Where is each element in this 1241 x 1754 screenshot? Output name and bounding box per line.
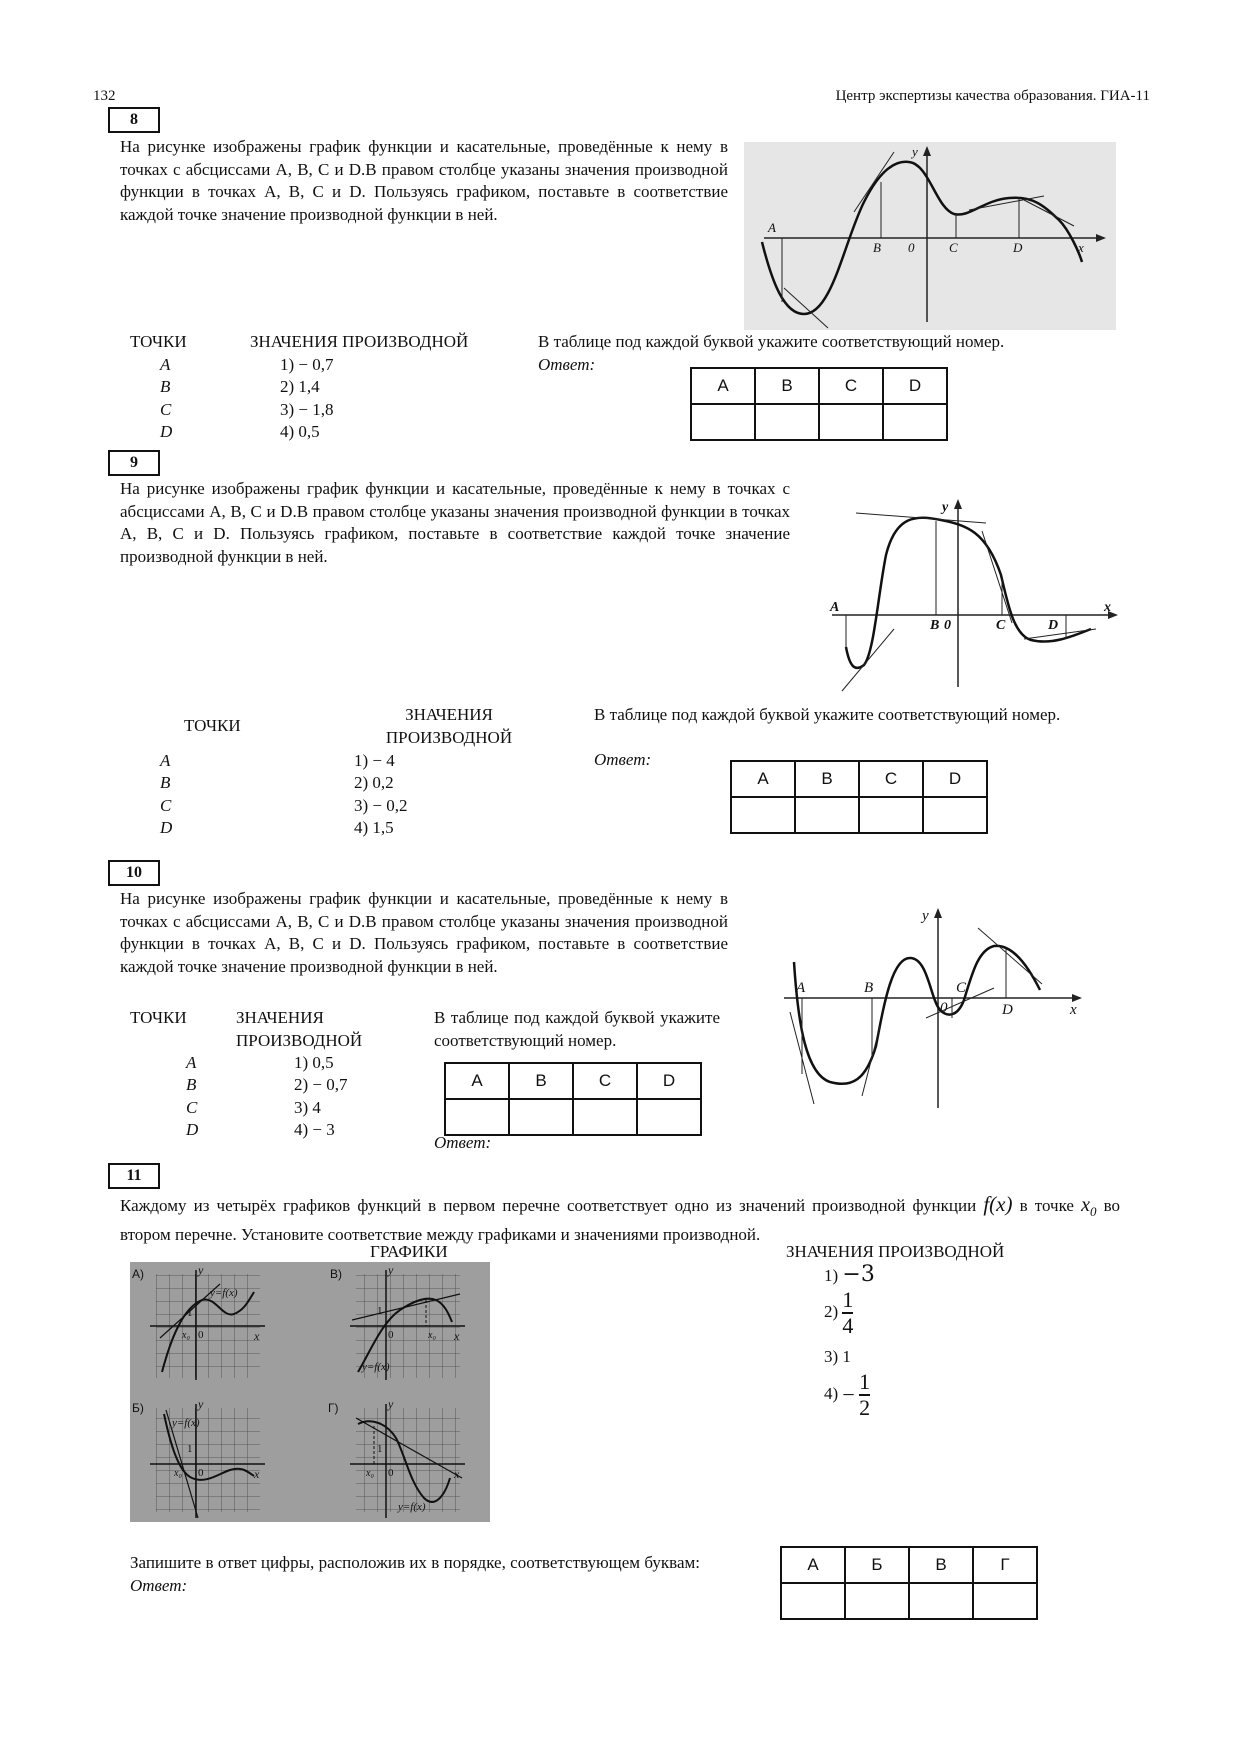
value-3: 3) 1 [824, 1347, 851, 1366]
task-number-10: 10 [108, 860, 160, 886]
value-4-numerator: 1 [859, 1369, 871, 1394]
label-d: D [1048, 618, 1059, 633]
panel-b-one: 1 [187, 1443, 193, 1455]
task-10-text-content: На рисунке изображены график функции и касательные, проведённые к нему в точках с абсциссами A, B, C и D.В правом столбце указаны значения производной функции в точках A, B, C и D. Пользуясь графиком, поставьте в соответствие каждой точке значение производной функции в ней. [120, 889, 728, 976]
tangent-d [1024, 200, 1074, 226]
task-10-answer-cell-d[interactable] [637, 1099, 701, 1135]
task-11-bottom-instruction: Запишите в ответ цифры, расположив их в порядке, соответствующем буквам: [130, 1553, 700, 1572]
publisher-header: Центр экспертизы качества образования. ГИА-11 [835, 88, 1150, 104]
task-8-header-c: C [819, 368, 883, 404]
panel-g-tag: Г) [328, 1401, 339, 1415]
tangent-d [978, 928, 1042, 984]
task-11-fx: f(x) [983, 1192, 1013, 1216]
task-11-answer-cell-b[interactable] [845, 1583, 909, 1619]
label-c: C [996, 618, 1006, 633]
task-8-point-c: C [160, 400, 172, 419]
task-11-header-a: А [781, 1547, 845, 1583]
panel-v [330, 1263, 465, 1380]
task-9-point-a: A [160, 751, 171, 770]
label-d: D [1002, 1002, 1013, 1018]
values-title: ЗНАЧЕНИЯ ПРОИЗВОДНОЙ [786, 1242, 1005, 1261]
task-8-graph [744, 142, 1116, 330]
panel-g-y-label: y [388, 1397, 394, 1411]
task-8-point-a: A [160, 355, 171, 374]
task-10-point-c: C [186, 1098, 198, 1117]
panel-b-func: y=f(x) [172, 1417, 200, 1429]
task-10-instruction: В таблице под каждой буквой укажите соответствующий номер. [434, 1008, 720, 1050]
task-8-header-b: B [755, 368, 819, 404]
panel-a-x-label: x [254, 1329, 260, 1343]
task-9-answer-label: Ответ: [594, 750, 652, 769]
task-10-value-2: 2) − 0,7 [294, 1075, 348, 1094]
tangent-c [982, 531, 1012, 623]
panel-b-tag: Б) [132, 1401, 144, 1415]
task-10-col-points: ТОЧКИ [130, 1008, 187, 1027]
label-b: B [873, 240, 881, 255]
task-11-x0-sub: 0 [1089, 1204, 1097, 1219]
label-y: y [942, 500, 949, 515]
task-11-text-c: во втором перечне. Установите соответствие между графиками и значениями производной. [120, 1196, 1121, 1244]
task-8-point-d: D [160, 422, 173, 441]
task-8-answer-cell-c[interactable] [819, 404, 883, 440]
task-9-col-values-line1: ЗНАЧЕНИЯ [405, 705, 493, 724]
task-number-8: 8 [108, 107, 160, 133]
task-8-value-4: 4) 0,5 [280, 422, 320, 441]
panel-g-x-label: x [454, 1467, 460, 1481]
graphs-title: ГРАФИКИ [370, 1242, 448, 1261]
panel-g-zero: 0 [388, 1467, 394, 1479]
label-a: A [796, 980, 806, 996]
task-number-11: 11 [108, 1163, 160, 1189]
value-4-sign: − [842, 1381, 855, 1407]
panel-g-grid [356, 1408, 460, 1512]
panel-b-zero: 0 [198, 1467, 204, 1479]
task-9-col-values-line2: ПРОИЗВОДНОЙ [385, 727, 513, 747]
task-10-graph [780, 904, 1090, 1114]
task-11-x0-var: x [1081, 1194, 1090, 1216]
task-10-answer-cell-b[interactable] [509, 1099, 573, 1135]
task-8-value-2: 2) 1,4 [280, 377, 320, 396]
task-10-value-4: 4) − 3 [294, 1120, 335, 1139]
task-9-graph [826, 495, 1126, 695]
task-9-answer-cell-b[interactable] [795, 797, 859, 833]
panel-v-y-label: y [388, 1263, 394, 1277]
value-2-label: 2) [824, 1301, 839, 1321]
value-2-denominator: 4 [842, 1313, 854, 1338]
label-c: C [956, 980, 967, 996]
label-zero: 0 [944, 618, 951, 633]
label-x: x [1104, 600, 1111, 615]
task-11-x0 [1081, 1194, 1097, 1219]
panel-a-y-label: y [198, 1263, 204, 1277]
task-9-value-4: 4) 1,5 [354, 818, 394, 837]
task-11-text-b: в точке [1019, 1196, 1074, 1215]
task-11-answer-table [780, 1546, 1038, 1620]
label-d: D [1013, 240, 1023, 255]
task-8-text [120, 136, 728, 226]
label-x: x [1070, 1002, 1077, 1018]
task-9-value-2: 2) 0,2 [354, 773, 394, 792]
task-9-value-3: 3) − 0,2 [354, 796, 408, 815]
task-10-header-a: A [445, 1063, 509, 1099]
task-9-answer-cell-a[interactable] [731, 797, 795, 833]
label-b: B [930, 618, 940, 633]
task-8-header-d: D [883, 368, 947, 404]
task-11-header-v: В [909, 1547, 973, 1583]
task-8-answer-cell-b[interactable] [755, 404, 819, 440]
task-10-point-b: B [186, 1075, 197, 1094]
panel-a-one: 1 [187, 1307, 193, 1319]
task-10-answer-table [444, 1062, 702, 1136]
task-11-text [120, 1193, 1120, 1246]
task-9-answer-cell-c[interactable] [859, 797, 923, 833]
panel-a-tag: А) [132, 1267, 144, 1281]
panel-a [132, 1263, 265, 1380]
panel-b-x-label: x [254, 1467, 260, 1481]
task-10-point-a: A [186, 1053, 197, 1072]
label-zero: 0 [908, 240, 915, 255]
task-8-answer-cell-d[interactable] [883, 404, 947, 440]
task-8-col-points: ТОЧКИ [130, 332, 187, 351]
page-number: 132 [93, 88, 116, 104]
task-11-answer-cell-g[interactable] [973, 1583, 1037, 1619]
task-11-answer-label: Ответ: [130, 1575, 188, 1595]
task-8-text-content: На рисунке изображены график функции и касательные, проведённые к нему в точках с абсциссами A, B, C и D.В правом столбце указаны значения производной функции в точках A, B, C и D. Пользуясь графиком, поставьте в соответствие каждой точке значение производной функции в ней. [120, 137, 728, 224]
panel-v-one: 1 [377, 1305, 383, 1317]
task-9-point-c: C [160, 796, 172, 815]
panel-v-x0: x₀ [428, 1330, 436, 1341]
value-4-fraction [859, 1370, 870, 1420]
panel-v-tag: В) [330, 1267, 342, 1281]
function-curve [846, 518, 1091, 668]
label-zero: 0 [940, 1000, 948, 1016]
task-9-instruction: В таблице под каждой буквой укажите соответствующий номер. [594, 705, 1061, 724]
task-11-answer-cell-v[interactable] [909, 1583, 973, 1619]
panel-v-zero: 0 [388, 1329, 394, 1341]
panel-b [132, 1397, 265, 1518]
tangent-b [854, 152, 894, 212]
task-11-answer-cell-a[interactable] [781, 1583, 845, 1619]
tangent-b [862, 1026, 880, 1096]
task-8-point-b: B [160, 377, 171, 396]
task-10-value-3: 3) 4 [294, 1098, 321, 1117]
task-10-text [120, 888, 728, 978]
task-9-col-points: ТОЧКИ [184, 716, 241, 735]
value-1 [824, 1264, 875, 1288]
x-axis-arrow [1072, 994, 1082, 1002]
task-10-col-values-line1: ЗНАЧЕНИЯ [236, 1008, 324, 1027]
task-11-header-g: Г [973, 1547, 1037, 1583]
panel-g [328, 1397, 465, 1518]
task-11-text-a: Каждому из четырёх графиков функций в первом перечне соответствует одно из значений производной функции [120, 1196, 977, 1215]
graphs-panel [130, 1262, 490, 1522]
task-10-col-values [236, 1007, 362, 1052]
label-a: A [768, 220, 776, 235]
task-10-col-values-line2: ПРОИЗВОДНОЙ [236, 1030, 363, 1050]
value-4-label: 4) [824, 1383, 839, 1403]
value-2 [824, 1288, 853, 1338]
panel-g-one: 1 [377, 1443, 383, 1455]
task-10-value-1: 1) 0,5 [294, 1053, 334, 1072]
panel-b-x0: x₀ [174, 1468, 182, 1479]
panel-v-x-label: x [454, 1329, 460, 1343]
task-9-point-b: B [160, 773, 171, 792]
task-9-header-a: A [731, 761, 795, 797]
task-9-answer-table [730, 760, 988, 834]
task-9-col-values [374, 704, 524, 749]
task-8-answer-cell-a[interactable] [691, 404, 755, 440]
task-10-header-c: C [573, 1063, 637, 1099]
task-10-header-d: D [637, 1063, 701, 1099]
task-9-answer-cell-d[interactable] [923, 797, 987, 833]
label-c: C [949, 240, 958, 255]
panel-a-x0: x₀ [182, 1330, 190, 1341]
task-8-col-values: ЗНАЧЕНИЯ ПРОИЗВОДНОЙ [250, 332, 469, 351]
x-axis-arrow [1096, 234, 1106, 242]
task-8-value-3: 3) − 1,8 [280, 400, 334, 419]
task-number-9: 9 [108, 450, 160, 476]
value-4 [824, 1370, 870, 1420]
task-10-answer-cell-c[interactable] [573, 1099, 637, 1135]
value-1-label: 1) [824, 1266, 839, 1285]
label-x: x [1078, 240, 1084, 255]
task-9-text [120, 478, 790, 568]
task-9-text-content: На рисунке изображены график функции и касательные, проведённые к нему в точках с абсциссами A, B, C и D.В правом столбце указаны значения производной функции в точках A, B, C и D. Пользуясь графиком, поставьте в соответствие каждой точке значение производной функции в ней. [120, 479, 790, 566]
task-9-value-1: 1) − 4 [354, 751, 395, 770]
task-10-point-d: D [186, 1120, 199, 1139]
y-axis-arrow [923, 146, 931, 156]
label-a: A [830, 600, 840, 615]
task-10-header-b: B [509, 1063, 573, 1099]
task-11-bottom-text [130, 1552, 700, 1597]
value-4-denominator: 2 [859, 1395, 871, 1420]
task-9-header-b: B [795, 761, 859, 797]
value-1-number: −3 [842, 1262, 875, 1287]
task-8-answer-table [690, 367, 948, 441]
tangent-d [1024, 629, 1096, 639]
task-9-point-d: D [160, 818, 173, 837]
task-8-value-1: 1) − 0,7 [280, 355, 334, 374]
panel-g-x0: x₀ [366, 1468, 374, 1479]
label-y: y [922, 908, 929, 924]
task-8-header-a: A [691, 368, 755, 404]
tangent-b [856, 513, 986, 523]
label-y: y [912, 144, 918, 159]
value-2-numerator: 1 [842, 1287, 854, 1312]
panel-b-y-label: y [198, 1397, 204, 1411]
task-9-header-d: D [923, 761, 987, 797]
panel-a-func: y=f(x) [210, 1287, 238, 1299]
task-8-instruction: В таблице под каждой буквой укажите соответствующий номер. [538, 332, 1005, 351]
label-b: B [864, 980, 874, 996]
task-10-answer-cell-a[interactable] [445, 1099, 509, 1135]
task-9-header-c: C [859, 761, 923, 797]
panel-a-zero: 0 [198, 1329, 204, 1341]
task-10-answer-label: Ответ: [434, 1133, 492, 1152]
panel-g-func: y=f(x) [398, 1501, 426, 1513]
task-8-answer-label: Ответ: [538, 355, 596, 374]
task-11-header-b: Б [845, 1547, 909, 1583]
value-2-fraction [842, 1288, 853, 1338]
y-axis-arrow [934, 908, 942, 918]
panel-v-func: y=f(x) [362, 1361, 390, 1373]
y-axis-arrow [954, 499, 962, 509]
